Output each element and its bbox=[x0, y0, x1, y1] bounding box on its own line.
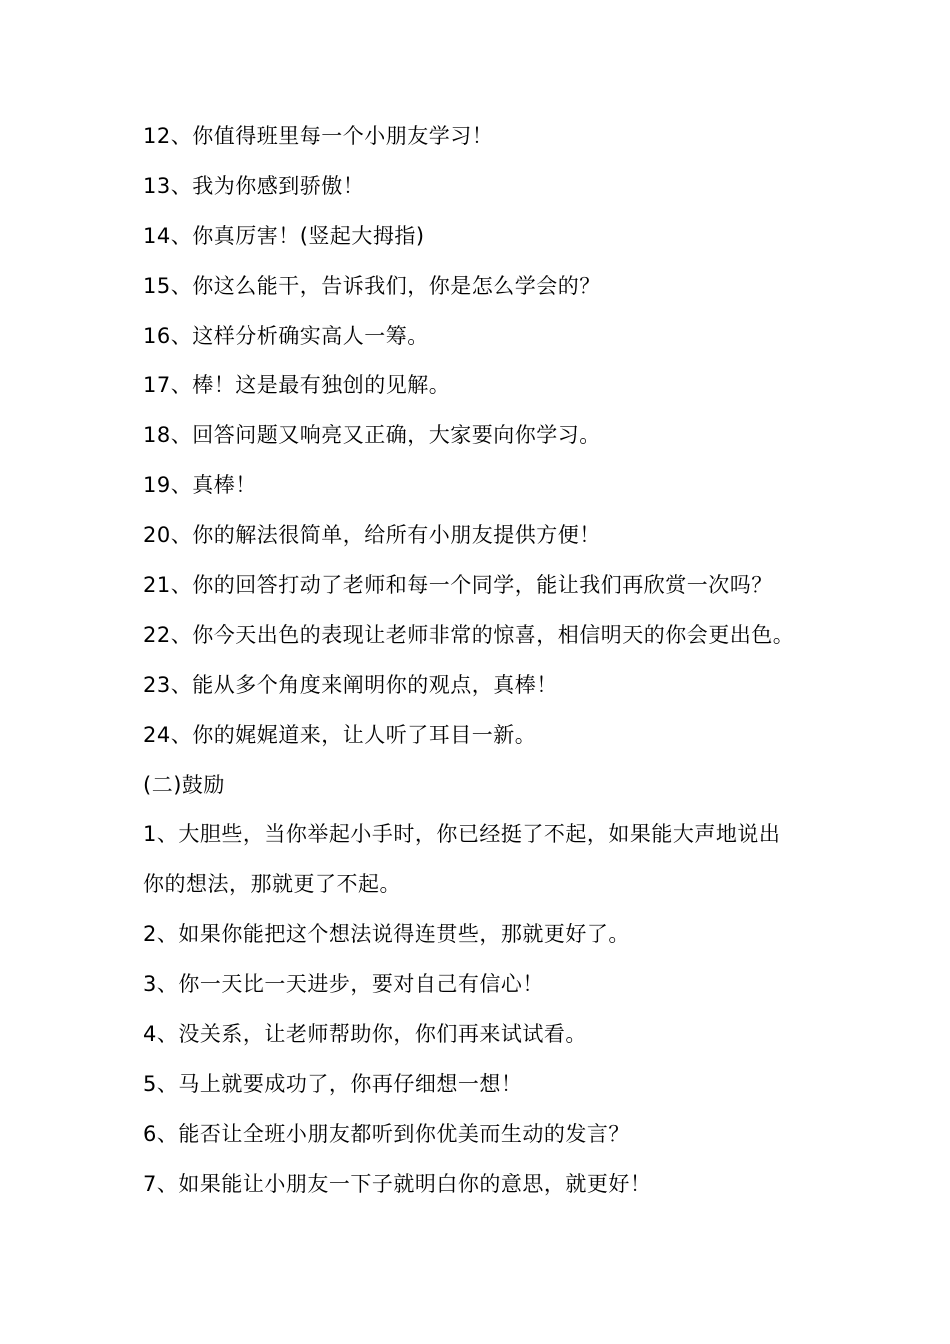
praise-item-12: 12、你值得班里每一个小朋友学习！ bbox=[143, 124, 494, 148]
praise-item-14: 14、你真厉害！(竖起大拇指) bbox=[143, 223, 425, 248]
praise-item-22: 22、你今天出色的表现让老师非常的惊喜，相信明天的你会更出色。 bbox=[143, 622, 795, 647]
praise-item-17: 17、棒！这是最有独创的见解。 bbox=[143, 373, 451, 398]
praise-item-16: 16、这样分析确实高人一筹。 bbox=[143, 323, 429, 348]
praise-item-19: 19、真棒！ bbox=[143, 473, 257, 498]
praise-item-21: 21、你的回答打动了老师和每一个同学，能让我们再欣赏一次吗？ bbox=[143, 573, 773, 598]
encourage-item-7: 7、如果能让小朋友一下子就明白你的意思，就更好！ bbox=[143, 1171, 652, 1196]
praise-item-23: 23、能从多个角度来阐明你的观点，真棒！ bbox=[143, 672, 558, 697]
encourage-item-1: 1、大胆些，当你举起小手时，你已经挺了不起，如果能大声地说出 bbox=[143, 822, 781, 847]
encourage-item-2: 2、如果你能把这个想法说得连贯些，那就更好了。 bbox=[143, 922, 630, 947]
document-body bbox=[143, 112, 843, 1210]
encourage-item-3: 3、你一天比一天进步，要对自己有信心！ bbox=[143, 972, 544, 997]
praise-item-18: 18、回答问题又响亮又正确，大家要向你学习。 bbox=[143, 423, 601, 448]
encourage-item-6: 6、能否让全班小朋友都听到你优美而生动的发言？ bbox=[143, 1121, 630, 1146]
encourage-item-1-continued: 你的想法，那就更了不起。 bbox=[143, 872, 401, 897]
encourage-item-4: 4、没关系，让老师帮助你，你们再来试试看。 bbox=[143, 1022, 587, 1047]
encourage-item-5: 5、马上就要成功了，你再仔细想一想！ bbox=[143, 1071, 523, 1096]
praise-item-24: 24、你的娓娓道来，让人听了耳目一新。 bbox=[143, 722, 537, 747]
praise-item-15: 15、你这么能干，告诉我们，你是怎么学会的？ bbox=[143, 273, 601, 298]
section-heading-encouragement: (二)鼓励 bbox=[143, 772, 225, 797]
praise-item-13: 13、我为你感到骄傲！ bbox=[143, 173, 365, 198]
praise-item-20: 20、你的解法很简单，给所有小朋友提供方便！ bbox=[143, 523, 601, 548]
